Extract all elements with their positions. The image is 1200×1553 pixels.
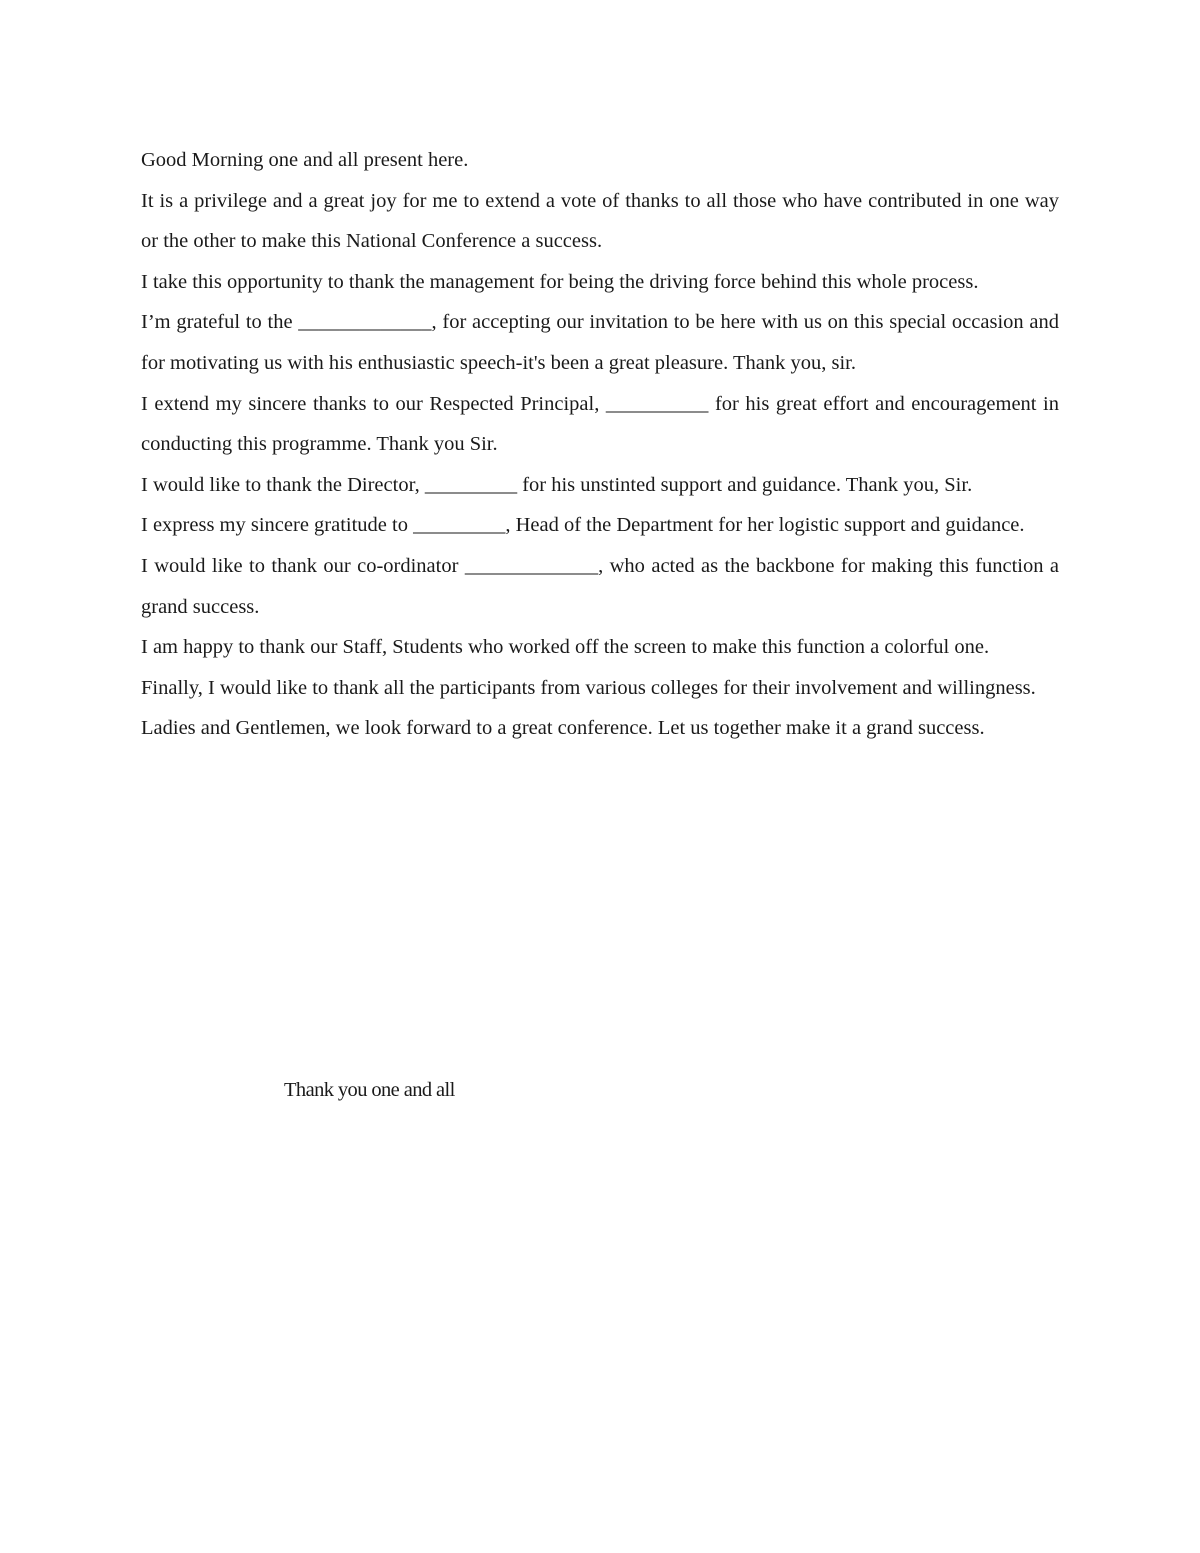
closing-remarks-paragraph: Ladies and Gentlemen, we look forward to a great conference. Let us together make it a grand success. xyxy=(141,717,985,740)
chief-guest-thanks-paragraph: I’m grateful to the _____________, for accepting our invitation to be here with us on this special occasion and for motivating us with his enthusiastic speech-it's been a great pleasure. Thank you, sir. xyxy=(141,311,1059,374)
closing-line: Thank you one and all xyxy=(284,1079,455,1101)
greeting-paragraph: Good Morning one and all present here. xyxy=(141,149,469,171)
director-thanks-paragraph: I would like to thank the Director, _________ for his unstinted support and guidance. Thank you, Sir. xyxy=(141,473,973,496)
privilege-paragraph: It is a privilege and a great joy for me to extend a vote of thanks to all those who have contributed in one way or the other to make this National Conference a success. xyxy=(141,189,1059,253)
speech-body xyxy=(141,140,1059,749)
principal-thanks-paragraph: I extend my sincere thanks to our Respected Principal, __________ for his great effort and encouragement in conducting this programme. Thank you Sir. xyxy=(141,392,1059,456)
hod-thanks-paragraph: I express my sincere gratitude to _________, Head of the Department for her logistic support and guidance. xyxy=(141,514,1025,537)
participants-thanks-paragraph: Finally, I would like to thank all the participants from various colleges for their involvement and willingness. xyxy=(141,676,1036,699)
management-thanks-paragraph: I take this opportunity to thank the management for being the driving force behind this whole process. xyxy=(141,270,979,293)
staff-students-thanks-paragraph: I am happy to thank our Staff, Students who worked off the screen to make this function a colorful one. xyxy=(141,636,990,659)
coordinator-thanks-paragraph: I would like to thank our co-ordinator _____________, who acted as the backbone for making this function a grand success. xyxy=(141,554,1059,618)
